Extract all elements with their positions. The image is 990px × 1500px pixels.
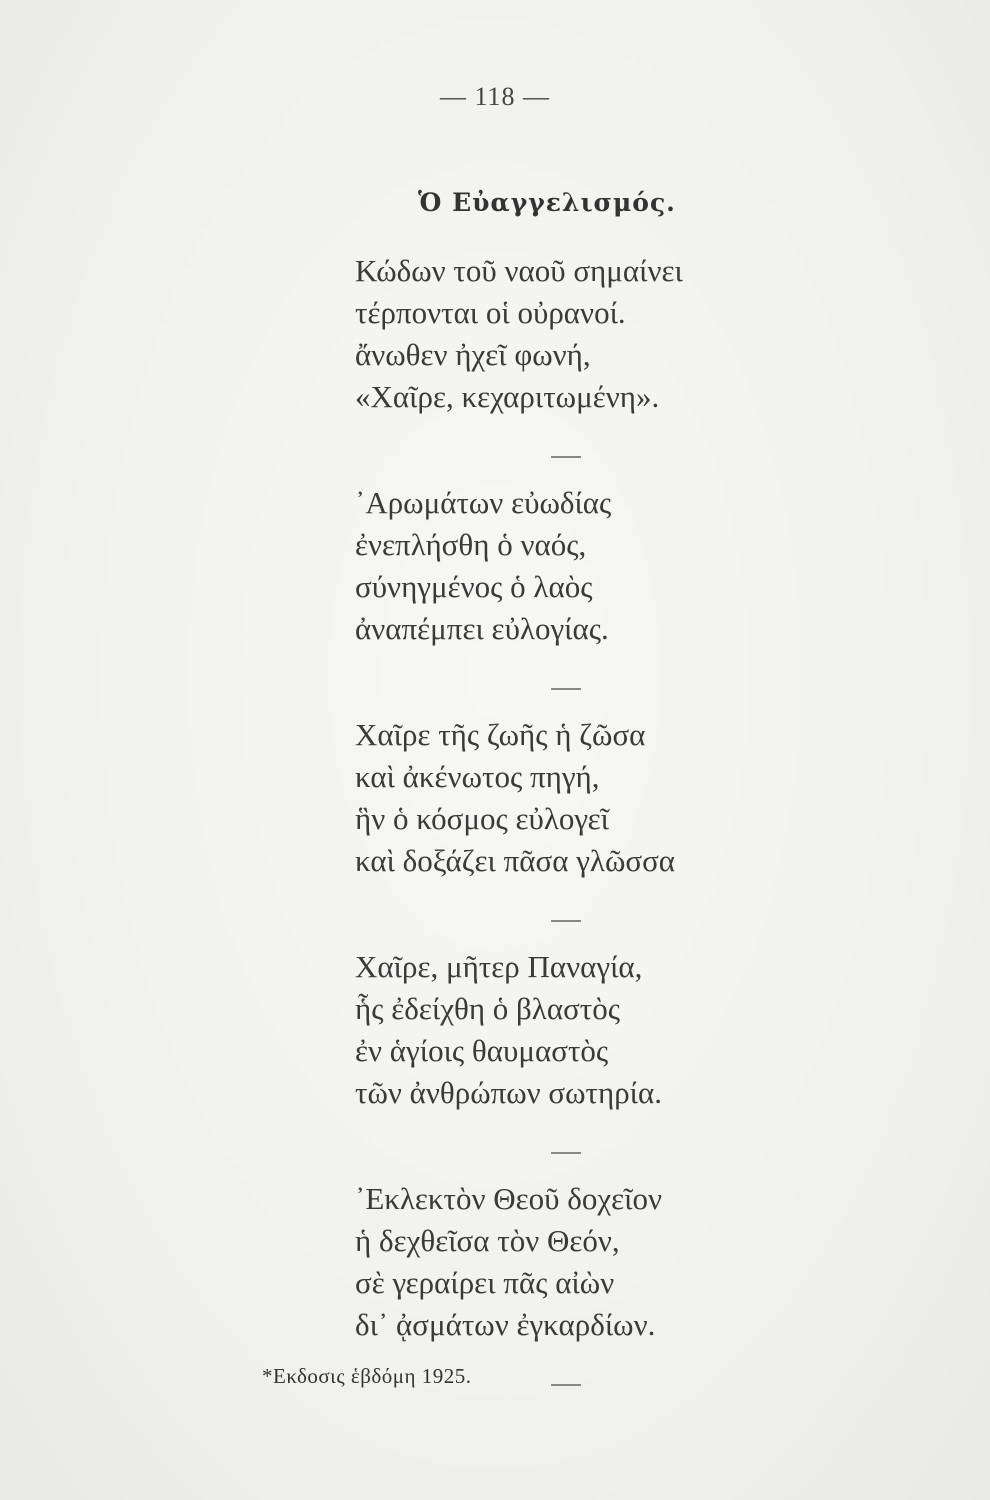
stanza-4 — [355, 946, 775, 1114]
closing-divider — [551, 1384, 581, 1386]
stanza-divider — [551, 688, 581, 690]
verse-line: τῶν ἀνθρώπων σωτηρία. — [355, 1075, 663, 1110]
verse-line: ἄνωθεν ἠχεῖ φωνή, — [355, 337, 591, 372]
verse-line: δι᾿ ᾀσμάτων ἐγκαρδίων. — [355, 1307, 656, 1342]
poem-title: Ὁ Εὐαγγελισμός. — [418, 188, 676, 217]
verse-line: σύνηγμένος ὁ λαὸς — [355, 569, 593, 604]
verse-line: ἀναπέμπει εὐλογίας. — [355, 611, 609, 646]
verse-line: τέρπονται οἱ οὐρανοί. — [355, 295, 626, 330]
page-number: — 118 — — [439, 82, 551, 111]
verse-line: ἐνεπλήσθη ὁ ναός, — [355, 527, 587, 562]
stanza-2 — [355, 482, 775, 650]
verse-line: καὶ ἀκένωτος πηγή, — [355, 759, 600, 794]
verse-line: σὲ γεραίρει πᾶς αἰὼν — [355, 1265, 615, 1300]
edition-note: *Εκδοσις ἑβδόμη 1925. — [262, 1364, 472, 1388]
stanza-divider — [551, 920, 581, 922]
verse-line: ἐν ἁγίοις θαυμαστὸς — [355, 1033, 609, 1068]
stanza-divider — [551, 1152, 581, 1154]
verse-line: ἡ δεχθεῖσα τὸν Θεόν, — [355, 1223, 620, 1258]
verse-line: Κώδων τοῦ ναοῦ σημαίνει — [355, 253, 683, 288]
verse-line: Χαῖρε, μῆτερ Παναγία, — [355, 949, 643, 984]
stanza-3 — [355, 714, 775, 882]
verse-line: καὶ δοξάζει πᾶσα γλῶσσα — [355, 843, 676, 878]
verse-line: ᾿Αρωμάτων εὐωδίας — [355, 485, 612, 520]
stanza-divider — [551, 456, 581, 458]
verse-line: ᾿Εκλεκτὸν Θεοῦ δοχεῖον — [355, 1181, 663, 1216]
verse-line: «Χαῖρε, κεχαριτωμένη». — [355, 379, 660, 414]
stanza-5 — [355, 1178, 775, 1346]
verse-line: Χαῖρε τῆς ζωῆς ἡ ζῶσα — [355, 717, 646, 752]
verse-line: ἧς ἐδείχθη ὁ βλαστὸς — [355, 991, 621, 1026]
poem-body — [355, 250, 775, 1386]
stanza-1 — [355, 250, 775, 418]
verse-line: ἣν ὁ κόσμος εὐλογεῖ — [355, 801, 609, 836]
